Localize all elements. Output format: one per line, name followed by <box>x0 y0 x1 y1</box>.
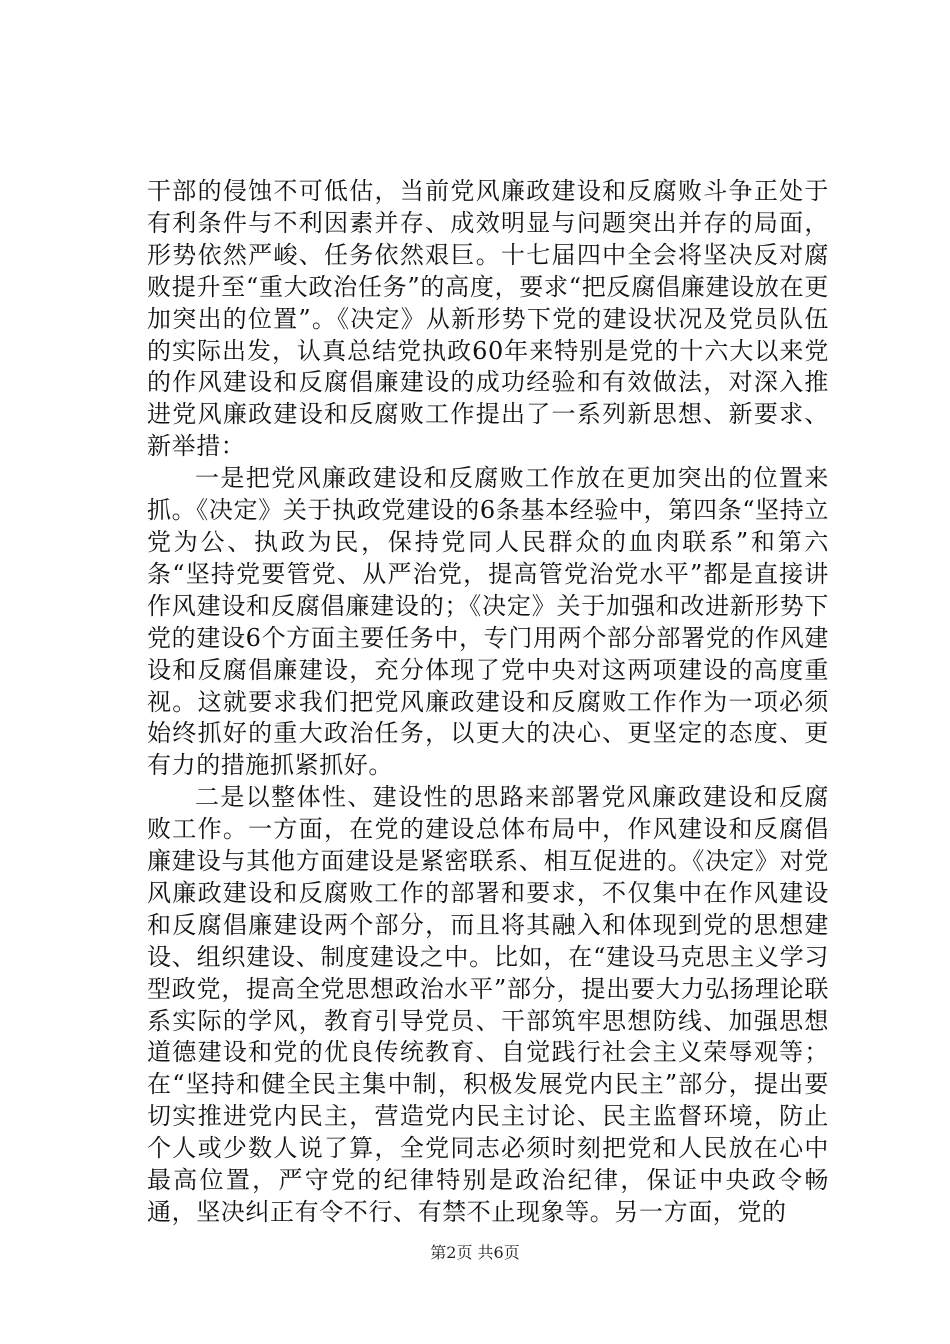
paragraph-continuation: 干部的侵蚀不可低估，当前党风廉政建设和反腐败斗争正处于有利条件与不利因素并存、成效明显与问题突出并存的局面，形势依然严峻、任务依然艰巨。十七届四中全会将坚决反对腐败提升至“重大政治任务”的高度，要求“把反腐倡廉建设放在更加突出的位置”。《决定》从新形势下党的建设状况及党员队伍的实际出发，认真总结党执政60年来特别是党的十六大以来党的作风建设和反腐倡廉建设的成功经验和有效做法，对深入推进党风廉政建设和反腐败工作提出了一系列新思想、新要求、新举措： <box>147 177 829 461</box>
body-text <box>147 176 829 1229</box>
paragraph-point-two: 二是以整体性、建设性的思路来部署党风廉政建设和反腐败工作。一方面，在党的建设总体布局中，作风建设和反腐倡廉建设与其他方面建设是紧密联系、相互促进的。《决定》对党风廉政建设和反腐败工作的部署和要求，不仅集中在作风建设和反腐倡廉建设两个部分，而且将其融入和体现到党的思想建设、组织建设、制度建设之中。比如，在“建设马克思主义学习型政党，提高全党思想政治水平”部分，提出要大力弘扬理论联系实际的学风，教育引导党员、干部筑牢思想防线、加强思想道德建设和党的优良传统教育、自觉践行社会主义荣辱观等；在“坚持和健全民主集中制，积极发展党内民主”部分，提出要切实推进党内民主，营造党内民主讨论、民主监督环境，防止个人或少数人说了算，全党同志必须时刻把党和人民放在心中最高位置，严守党的纪律特别是政治纪律，保证中央政令畅通，坚决纠正有令不行、有禁不止现象等。另一方面，党的 <box>147 783 829 1226</box>
page-number-footer: 第2页 共6页 <box>430 1243 520 1262</box>
paragraph-point-one: 一是把党风廉政建设和反腐败工作放在更加突出的位置来抓。《决定》关于执政党建设的6条基本经验中，第四条“坚持立党为公、执政为民，保持党同人民群众的血肉联系”和第六条“坚持党要管党、从严治党，提高管党治党水平”都是直接讲作风建设和反腐倡廉建设的；《决定》关于加强和改进新形势下党的建设6个方面主要任务中，专门用两个部分部署党的作风建设和反腐倡廉建设，充分体现了党中央对这两项建设的高度重视。这就要求我们把党风廉政建设和反腐败工作作为一项必须始终抓好的重大政治任务，以更大的决心、更坚定的态度、更有力的措施抓紧抓好。 <box>147 464 829 780</box>
